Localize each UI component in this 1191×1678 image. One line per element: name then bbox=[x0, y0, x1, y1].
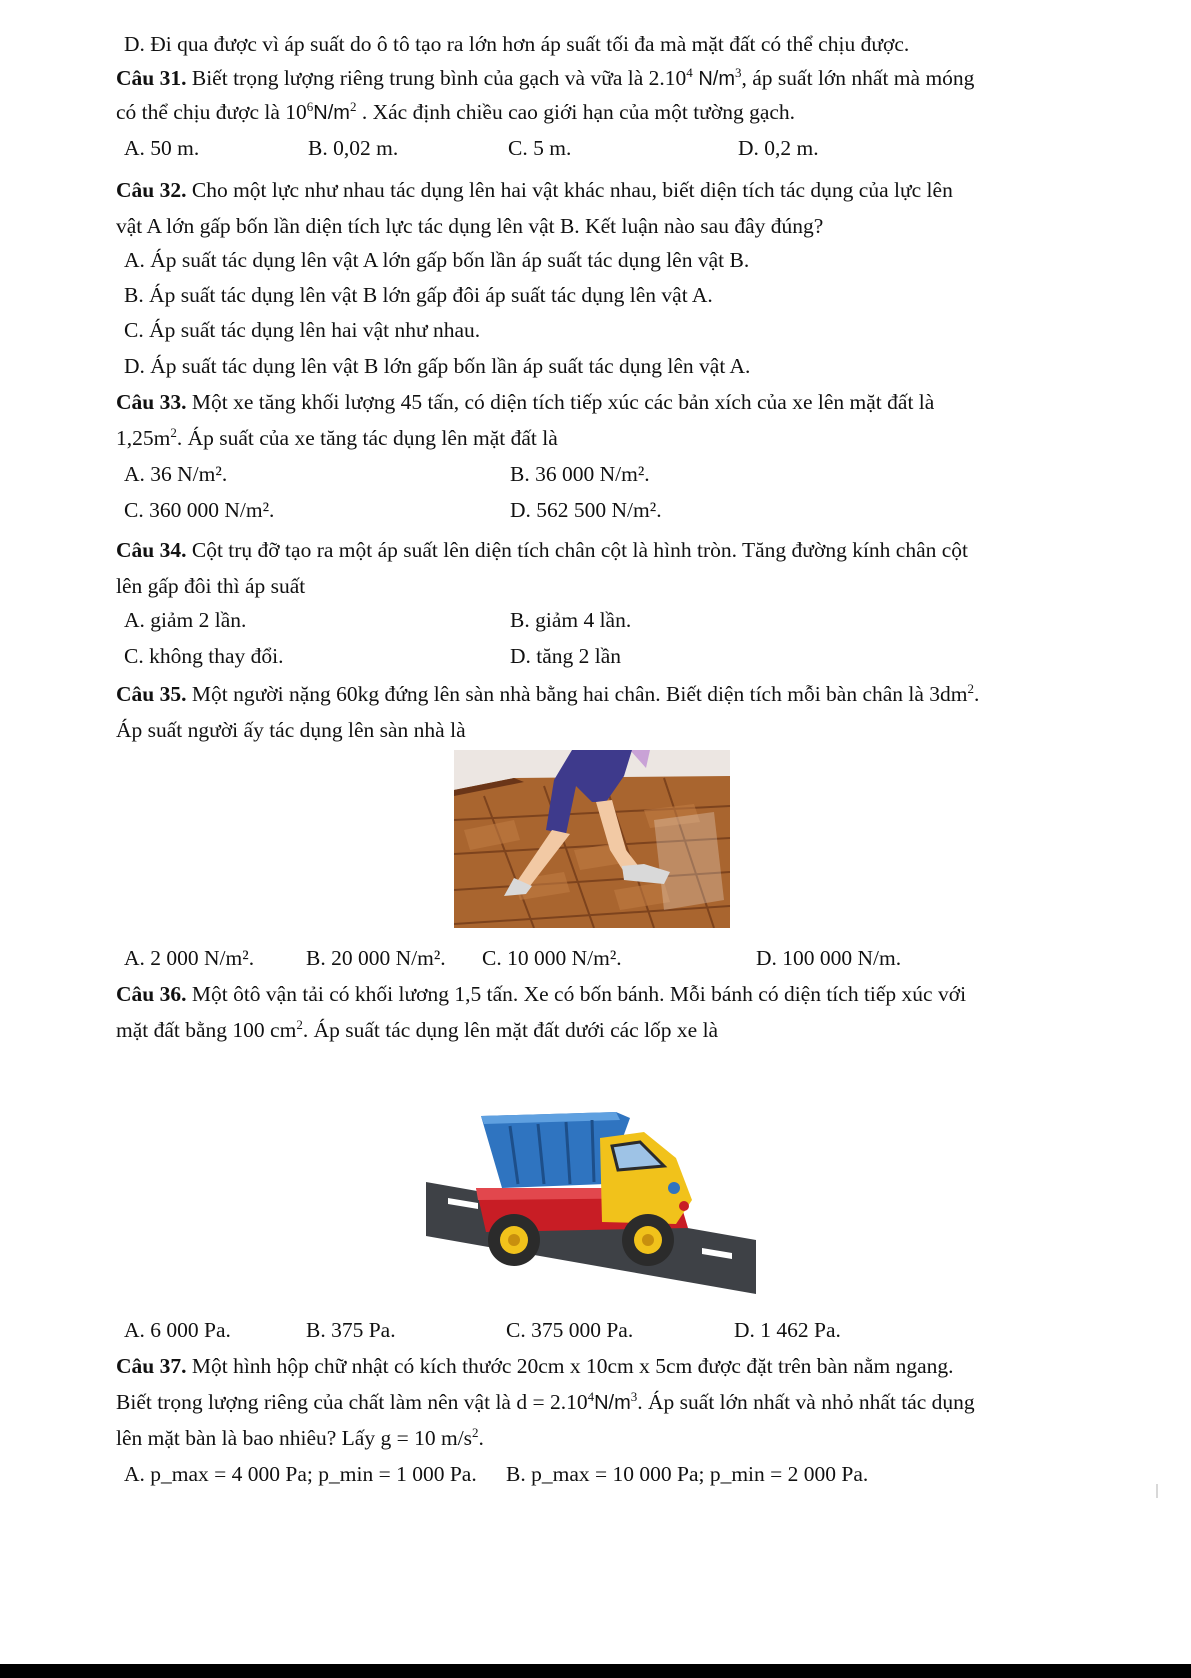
margin-mark bbox=[1156, 1484, 1158, 1498]
q36-option-a: A. 6 000 Pa. bbox=[124, 1318, 231, 1342]
q32-option-a: A. Áp suất tác dụng lên vật A lớn gấp bốn lần áp suất tác dụng lên vật B. bbox=[124, 248, 750, 272]
q35-option-b: B. 20 000 N/m². bbox=[306, 946, 446, 970]
q32-option-c: C. Áp suất tác dụng lên hai vật như nhau. bbox=[124, 318, 481, 342]
q34-label: Câu 34. bbox=[116, 538, 187, 562]
q34-line2: lên gấp đôi thì áp suất bbox=[116, 574, 306, 598]
q35-label: Câu 35. bbox=[116, 682, 187, 706]
q37-label: Câu 37. bbox=[116, 1354, 187, 1378]
q33-option-a: A. 36 N/m². bbox=[124, 462, 228, 486]
q33-option-c: C. 360 000 N/m². bbox=[124, 498, 275, 522]
q33-label: Câu 33. bbox=[116, 390, 187, 414]
walking-legs-icon bbox=[454, 750, 730, 928]
truck-figure bbox=[426, 1108, 756, 1294]
q33-line1: Câu 33. Một xe tăng khối lượng 45 tấn, có diện tích tiếp xúc các bản xích của xe lên mặt đất là bbox=[116, 390, 935, 414]
q33-option-d: D. 562 500 N/m². bbox=[510, 498, 662, 522]
q35-option-c: C. 10 000 N/m². bbox=[482, 946, 622, 970]
q32-option-d: D. Áp suất tác dụng lên vật B lớn gấp bốn lần áp suất tác dụng lên vật A. bbox=[124, 354, 751, 378]
q31-option-c: C. 5 m. bbox=[508, 136, 572, 160]
walking-figure bbox=[454, 750, 730, 928]
q37-option-b: B. p_max = 10 000 Pa; p_min = 2 000 Pa. bbox=[506, 1462, 869, 1486]
q33-option-b: B. 36 000 N/m². bbox=[510, 462, 650, 486]
q37-option-a: A. p_max = 4 000 Pa; p_min = 1 000 Pa. bbox=[124, 1462, 477, 1486]
q34-line1: Câu 34. Cột trụ đỡ tạo ra một áp suất lên diện tích chân cột là hình tròn. Tăng đường kính chân cột bbox=[116, 538, 969, 562]
q35-option-d: D. 100 000 N/m. bbox=[756, 946, 902, 970]
bottom-border bbox=[0, 1664, 1191, 1678]
q37-line3: lên mặt bàn là bao nhiêu? Lấy g = 10 $m/s^2$. bbox=[116, 1425, 484, 1450]
q35-option-a: A. 2 000 N/m². bbox=[124, 946, 255, 970]
q32-option-b: B. Áp suất tác dụng lên vật B lớn gấp đôi áp suất tác dụng lên vật A. bbox=[124, 283, 713, 307]
q36-option-c: C. 375 000 Pa. bbox=[506, 1318, 634, 1342]
q35-line1: Câu 35. Một người nặng 60kg đứng lên sàn nhà bằng hai chân. Biết diện tích mỗi bàn chân là $3dm^2$. bbox=[116, 681, 980, 706]
q31-line1: Câu 31. Biết trọng lượng riêng trung bình của gạch và vữa là 2.10$^4$ $N/m^3$, áp suất lớn nhất mà móng bbox=[116, 65, 975, 90]
q34-option-b: B. giảm 4 lần. bbox=[510, 608, 632, 632]
q35-line2: Áp suất người ấy tác dụng lên sàn nhà là bbox=[116, 718, 466, 742]
q36-option-d: D. 1 462 Pa. bbox=[734, 1318, 841, 1342]
q36-label: Câu 36. bbox=[116, 982, 187, 1006]
q31-option-d: D. 0,2 m. bbox=[738, 136, 819, 160]
q33-line2: $1,25m^2$. Áp suất của xe tăng tác dụng lên mặt đất là bbox=[116, 425, 558, 450]
q34-option-c: C. không thay đổi. bbox=[124, 644, 284, 668]
q32-line2: vật A lớn gấp bốn lần diện tích lực tác dụng lên vật B. Kết luận nào sau đây đúng? bbox=[116, 214, 824, 238]
q30-option-d: D. Đi qua được vì áp suất do ô tô tạo ra lớn hơn áp suất tối đa mà mặt đất có thể chịu được. bbox=[124, 32, 910, 56]
q31-label: Câu 31. bbox=[116, 66, 187, 90]
q34-option-a: A. giảm 2 lần. bbox=[124, 608, 247, 632]
q36-option-b: B. 375 Pa. bbox=[306, 1318, 396, 1342]
q36-line2: mặt đất bằng 100 $cm^2$. Áp suất tác dụng lên mặt đất dưới các lốp xe là bbox=[116, 1017, 719, 1042]
q31-option-b: B. 0,02 m. bbox=[308, 136, 399, 160]
q31-option-a: A. 50 m. bbox=[124, 136, 200, 160]
toy-truck-icon bbox=[426, 1108, 756, 1294]
q36-line1: Câu 36. Một ôtô vận tải có khối lương 1,5 tấn. Xe có bốn bánh. Mỗi bánh có diện tích tiếp xúc với bbox=[116, 982, 967, 1006]
q32-label: Câu 32. bbox=[116, 178, 187, 202]
q32-line1: Câu 32. Cho một lực như nhau tác dụng lên hai vật khác nhau, biết diện tích tác dụng của lực lên bbox=[116, 178, 953, 202]
q37-line2: Biết trọng lượng riêng của chất làm nên vật là $d = 2.10^4N/m^3$. Áp suất lớn nhất và nhỏ nhất tác dụng bbox=[116, 1389, 975, 1414]
q31-line2: có thể chịu được là $10^6N/m^2$ . Xác định chiều cao giới hạn của một tường gạch. bbox=[116, 99, 796, 124]
q34-option-d: D. tăng 2 lần bbox=[510, 644, 622, 668]
q37-line1: Câu 37. Một hình hộp chữ nhật có kích thước 20cm x 10cm x 5cm được đặt trên bàn nằm ngang. bbox=[116, 1354, 954, 1378]
